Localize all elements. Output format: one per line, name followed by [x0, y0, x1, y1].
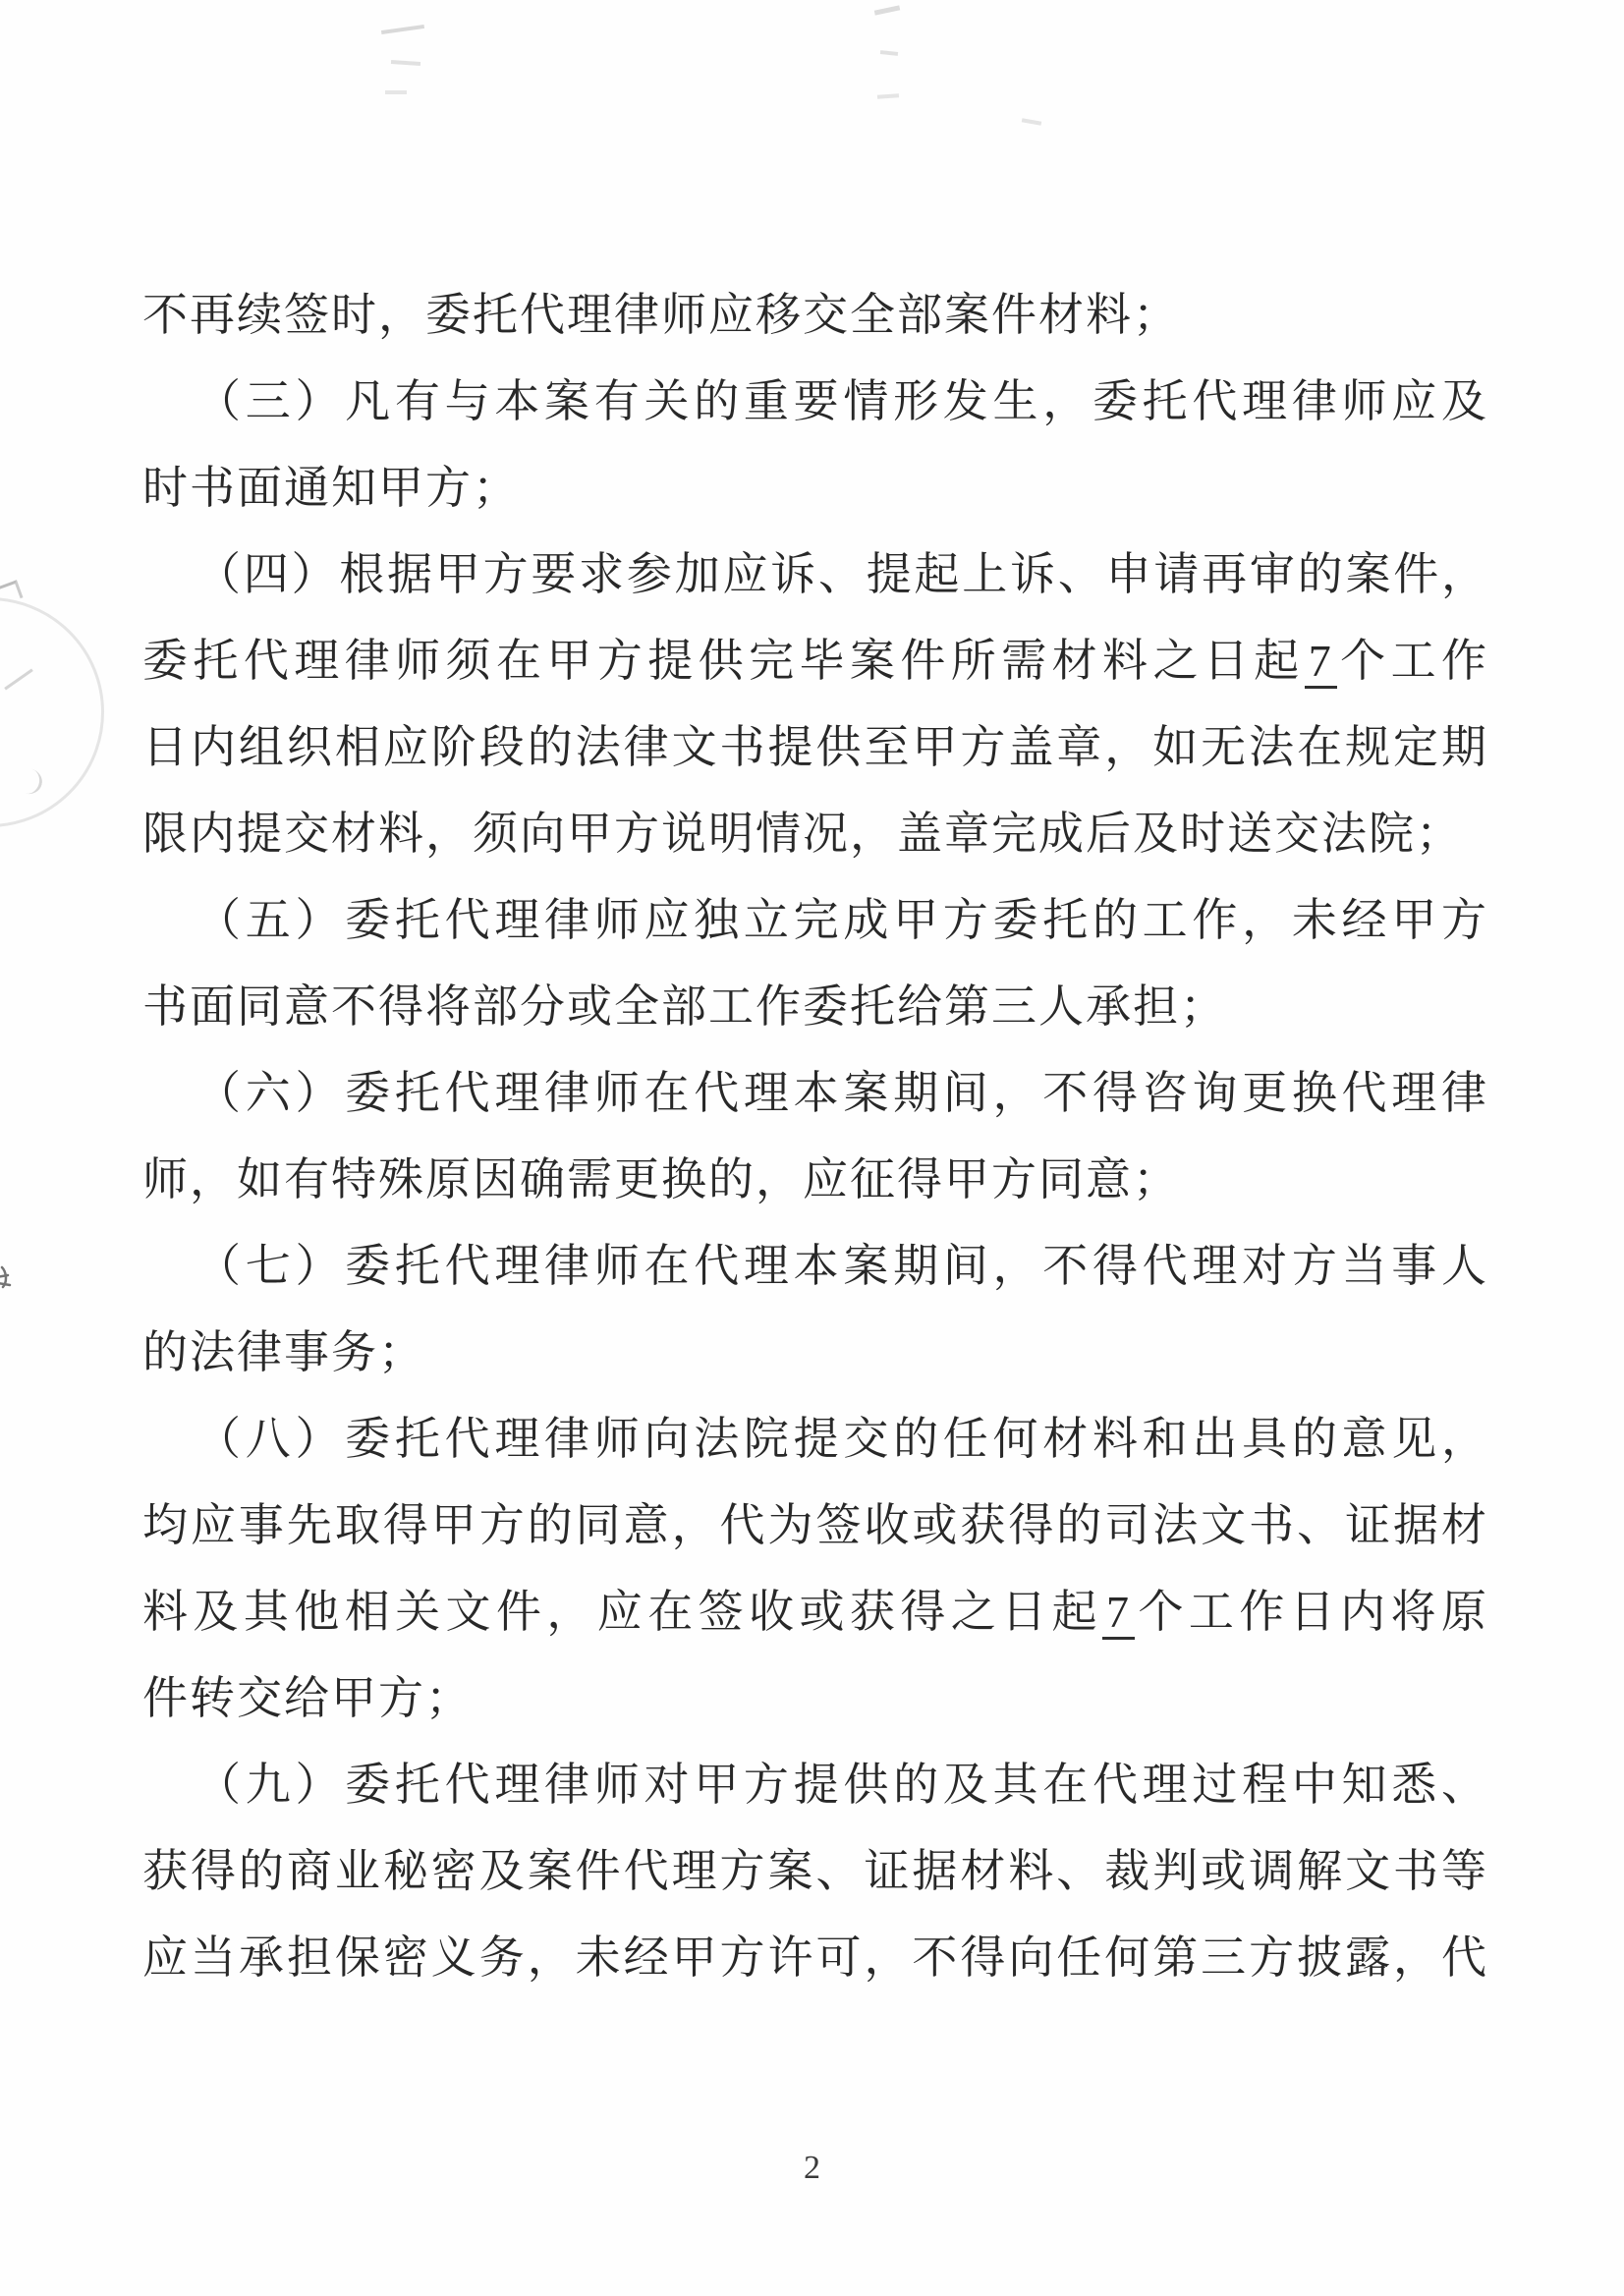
text-run: 个工作	[1336, 636, 1489, 686]
text-run: 日内组织相应阶段的法律文书提供至甲方盖章，如无法在规定期	[142, 722, 1488, 772]
text-run: 师，如有特殊原因确需更换的，应征得甲方同意；	[142, 1154, 1180, 1204]
text-run: 限内提交材料，须向甲方说明情况，盖章完成后及时送交法院；	[142, 809, 1463, 859]
text-run: 应当承担保密义务，未经甲方许可，不得向任何第三方披露，代	[142, 1932, 1488, 1983]
text-run: （五）委托代理律师应独立完成甲方委托的工作，未经甲方	[196, 895, 1488, 945]
underlined-value: 7	[1305, 636, 1337, 689]
text-line	[142, 1137, 1488, 1223]
text-line	[142, 1050, 1488, 1137]
text-run: 获得的商业秘密及案件代理方案、证据材料、裁判或调解文书等	[142, 1846, 1488, 1896]
text-run: 件转交给甲方；	[142, 1673, 473, 1723]
text-line	[142, 272, 1488, 359]
text-run: （九）委托代理律师对甲方提供的及其在代理过程中知悉、	[196, 1760, 1488, 1810]
text-run: （三）凡有与本案有关的重要情形发生，委托代理律师应及	[196, 376, 1488, 426]
text-line	[142, 1223, 1488, 1310]
text-line	[142, 359, 1488, 445]
text-line	[142, 1310, 1488, 1396]
text-line	[142, 1828, 1488, 1915]
document-body	[142, 272, 1488, 2001]
text-line	[142, 704, 1488, 791]
seal-smudge-mark	[4, 669, 33, 691]
text-run: 时书面通知甲方；	[142, 463, 520, 513]
scan-smudge	[391, 60, 420, 66]
text-line	[142, 1655, 1488, 1742]
text-line	[142, 1742, 1488, 1828]
margin-mark	[0, 580, 23, 605]
text-line	[142, 445, 1488, 532]
text-line	[142, 1483, 1488, 1569]
text-run: （六）委托代理律师在代理本案期间，不得咨询更换代理律	[196, 1068, 1488, 1118]
text-run: （四）根据甲方要求参加应诉、提起上诉、申请再审的案件，	[196, 549, 1488, 599]
seal-smudge-mark	[11, 765, 45, 798]
text-run: 个工作日内将原	[1135, 1587, 1489, 1637]
text-line	[142, 791, 1488, 877]
text-line	[142, 1569, 1488, 1655]
text-run: 的法律事务；	[142, 1327, 425, 1377]
text-run: 料及其他相关文件，应在签收或获得之日起	[142, 1587, 1103, 1637]
faint-seal-stamp	[0, 597, 104, 827]
text-run: （七）委托代理律师在代理本案期间，不得代理对方当事人	[196, 1241, 1488, 1291]
scan-smudge	[381, 25, 424, 34]
page-number: 2	[804, 2150, 820, 2186]
scan-smudge	[880, 50, 898, 56]
text-line	[142, 1396, 1488, 1483]
text-run: 书面同意不得将部分或全部工作委托给第三人承担；	[142, 981, 1227, 1032]
scan-smudge	[385, 90, 407, 94]
scan-smudge	[874, 5, 900, 15]
margin-scribble	[0, 1260, 29, 1293]
text-run: 不再续签时，委托代理律师应移交全部案件材料；	[142, 290, 1180, 340]
text-line	[142, 1915, 1488, 2001]
text-run: （八）委托代理律师向法院提交的任何材料和出具的意见，	[196, 1414, 1488, 1464]
text-line	[142, 618, 1488, 704]
scan-smudge	[877, 93, 899, 99]
text-run: 委托代理律师须在甲方提供完毕案件所需材料之日起	[142, 636, 1305, 686]
text-line	[142, 964, 1488, 1050]
scan-smudge	[1022, 118, 1041, 125]
text-line	[142, 877, 1488, 964]
text-line	[142, 532, 1488, 618]
underlined-value: 7	[1102, 1587, 1135, 1640]
text-run: 均应事先取得甲方的同意，代为签收或获得的司法文书、证据材	[142, 1500, 1488, 1550]
